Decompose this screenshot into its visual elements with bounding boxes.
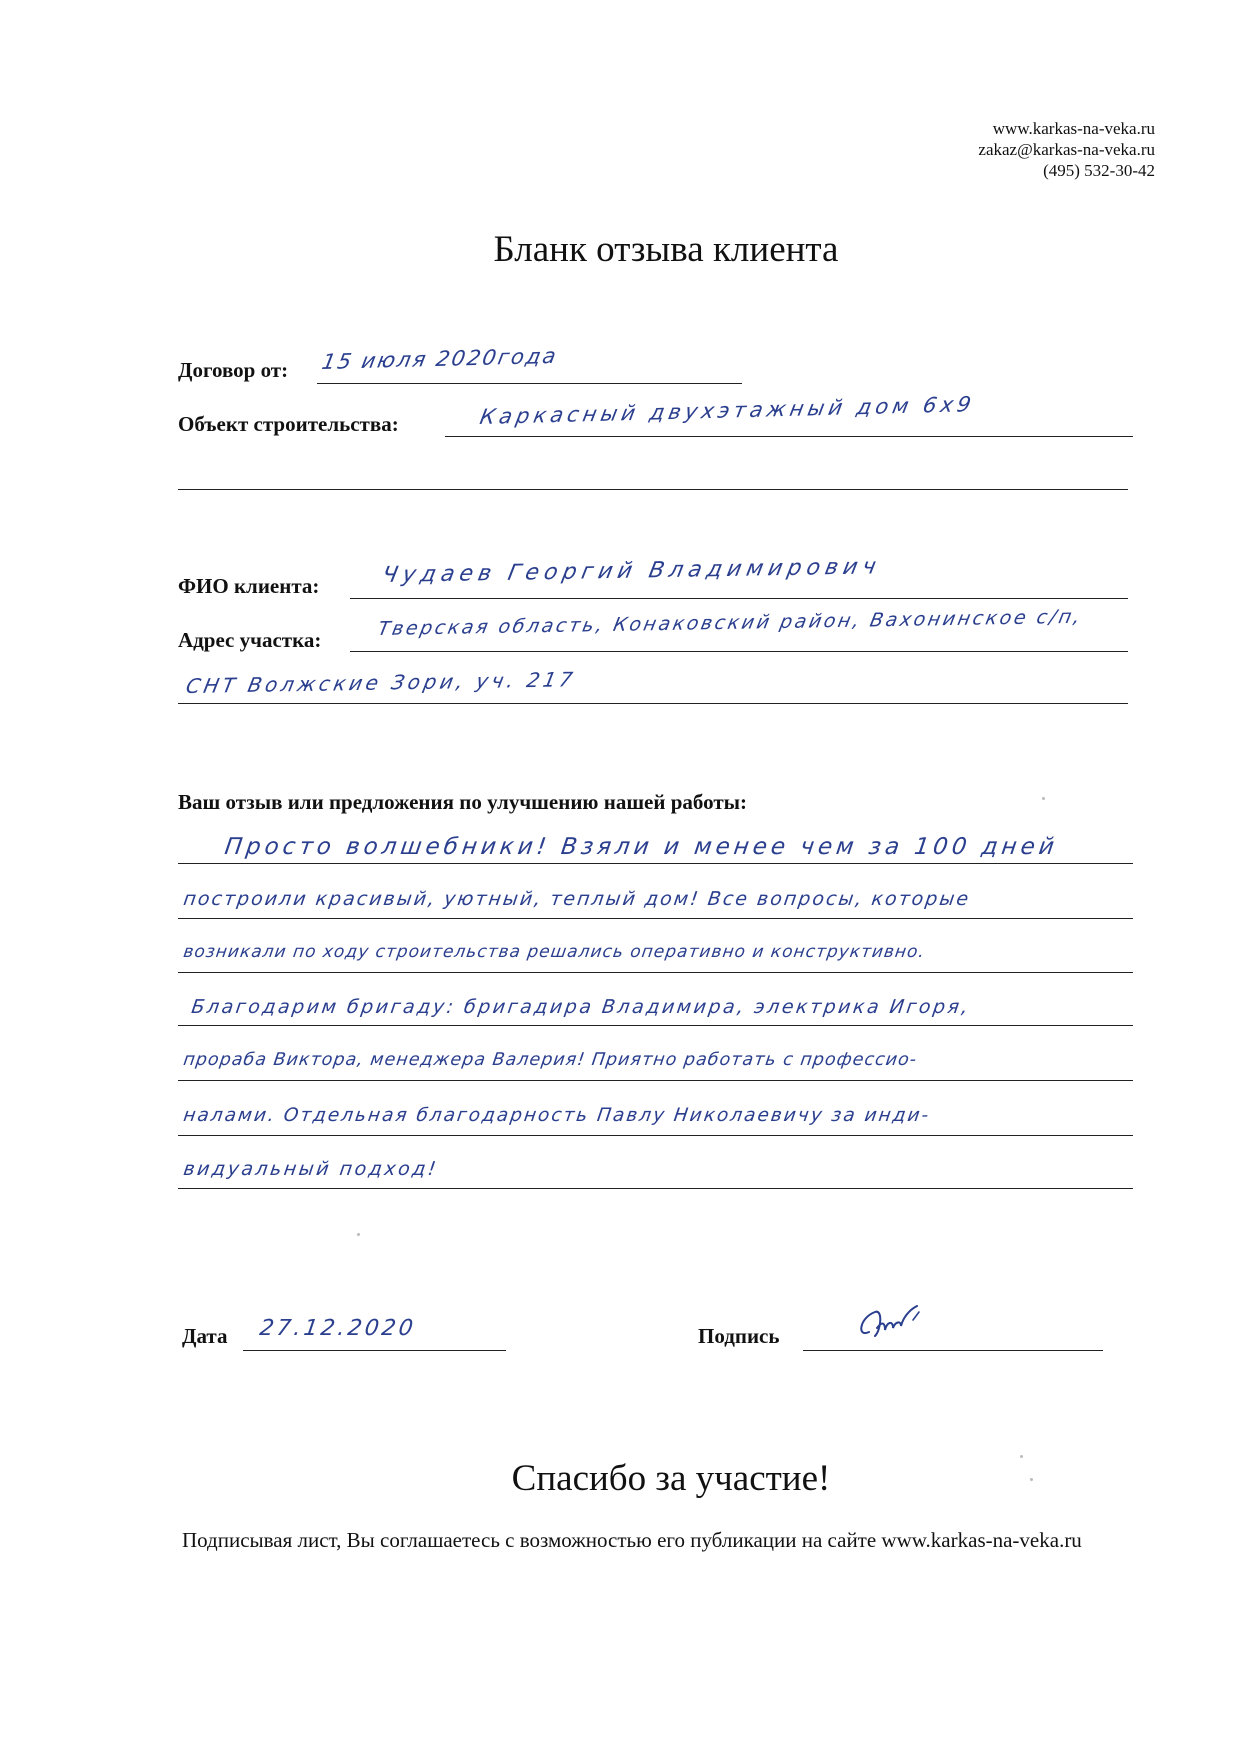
review-text-line: прораба Виктора, менеджера Валерия! Приятно работать с профессио- [182, 1050, 919, 1070]
review-text-line: налами. Отдельная благодарность Павлу Николаевичу за инди- [182, 1105, 932, 1126]
client-line [350, 598, 1128, 599]
object-label: Объект строительства: [178, 412, 399, 436]
review-rule [178, 1188, 1133, 1189]
form-title: Бланк отзыва клиента [493, 229, 839, 270]
handwritten-signature [855, 1300, 955, 1350]
phone-text: (495) 532-30-42 [1043, 161, 1155, 180]
review-rule [178, 1135, 1133, 1136]
client-value: Чудаев Георгий Владимирович [380, 554, 884, 588]
review-text-line: построили красивый, уютный, теплый дом! Все вопросы, которые [182, 888, 972, 910]
scan-speck [1042, 797, 1045, 800]
review-rule [178, 863, 1133, 864]
header-contacts [978, 118, 1155, 181]
address-label: Адрес участка: [178, 628, 322, 652]
scan-speck [1020, 1455, 1023, 1458]
scan-speck [357, 1233, 360, 1236]
thanks-heading: Спасибо за участие! [511, 1458, 831, 1499]
review-text-line: Благодарим бригаду: бригадира Владимира, электрика Игоря, [190, 996, 972, 1018]
address-value-line-1: Тверская область, Конаковский район, Вахонинское с/п, [376, 605, 1085, 640]
object-line [445, 436, 1133, 437]
scan-speck [1030, 1478, 1033, 1481]
signature-label: Подпись [698, 1324, 780, 1348]
review-text-line: возникали по ходу строительства решались оперативно и конструктивно. [182, 942, 927, 962]
date-label: Дата [182, 1324, 228, 1348]
address-line-1 [350, 651, 1128, 652]
consent-text: Подписывая лист, Вы соглашаетесь с возможностью его публикации на сайте www.karkas-na-veka.ru [182, 1528, 1082, 1552]
review-text-line: видуальный подход! [182, 1158, 440, 1180]
address-line-2 [178, 703, 1128, 704]
address-value-line-2: СНТ Волжские Зори, уч. 217 [184, 667, 579, 698]
object-value: Каркасный двухэтажный дом 6х9 [478, 392, 977, 429]
object-line-2 [178, 489, 1128, 490]
date-value: 27.12.2020 [258, 1316, 418, 1341]
review-rule [178, 972, 1133, 973]
contract-label: Договор от: [178, 358, 289, 382]
contract-line [317, 383, 742, 384]
signature-line [803, 1350, 1103, 1351]
review-text-line: Просто волшебники! Взяли и менее чем за 100 дней [223, 834, 1060, 860]
client-label: ФИО клиента: [178, 574, 320, 598]
review-label: Ваш отзыв или предложения по улучшению нашей работы: [178, 790, 748, 814]
date-line [243, 1350, 506, 1351]
review-rule [178, 918, 1133, 919]
email-text: zakaz@karkas-na-veka.ru [978, 140, 1155, 159]
review-rule [178, 1080, 1133, 1081]
review-block [178, 800, 1133, 1200]
website-text: www.karkas-na-veka.ru [992, 119, 1155, 138]
contract-value: 15 июля 2020года [320, 343, 560, 374]
review-rule [178, 1025, 1133, 1026]
